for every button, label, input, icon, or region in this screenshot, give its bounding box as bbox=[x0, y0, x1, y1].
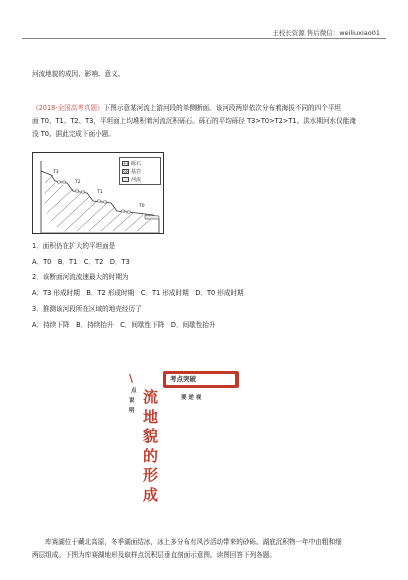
side-left-char-4: 明 bbox=[129, 408, 135, 414]
item-3-question: 3．推测该河段所在区域的地壳经历了 bbox=[32, 305, 142, 313]
bedrock-symbol-icon bbox=[122, 169, 129, 174]
title-char-6: 成 bbox=[143, 485, 159, 504]
label-t2: T2 bbox=[75, 180, 81, 185]
title-char-1: 流 bbox=[143, 388, 159, 406]
title-char-4: 的 bbox=[143, 446, 159, 465]
intro-text: 河流地貌的成因、影响、意义。 bbox=[32, 70, 125, 78]
river-symbol-icon bbox=[122, 177, 129, 182]
item-1-question: 1．面积仍在扩大的平坦面是 bbox=[32, 242, 116, 250]
item-2-options: A．T3 形成时期 B．T2 形成时期 C．T1 形成时期 D．T0 形成时期 bbox=[32, 289, 244, 297]
side-left-char-3: 说 bbox=[129, 398, 135, 404]
question-source: （2018·全国高考真题） bbox=[32, 104, 104, 112]
section-heading-graphic bbox=[125, 366, 245, 506]
legend-gravel: 砾石 bbox=[122, 159, 158, 167]
item-2-question: 2．该断面河流流速最大的时期为 bbox=[32, 273, 129, 281]
side-right-text: 要 逆 视 bbox=[181, 395, 202, 401]
label-t0: T0 bbox=[139, 204, 145, 209]
figure-legend bbox=[119, 157, 161, 185]
section-banner-label: 考点突破 bbox=[166, 374, 235, 385]
header-text: 王校长资源 售后微信：weiliuxiao01 bbox=[272, 29, 380, 37]
question-text-line3: 没 T0。据此完成下面小题。 bbox=[32, 130, 115, 138]
closing-line1: 库赛湖位于藏北高原，冬季湖面结冰，冰上多分布有风沙活动带来的砂砾。湖底沉积物一年中由粗和细 bbox=[45, 538, 342, 546]
side-left-char-2: 点 bbox=[131, 388, 137, 394]
header-rule bbox=[22, 38, 386, 39]
closing-paragraph bbox=[32, 536, 376, 562]
title-char-2: 地 bbox=[143, 407, 159, 426]
side-left-char-1: \ bbox=[129, 372, 134, 385]
label-t1: T1 bbox=[97, 190, 103, 195]
question-text-line2: 面 T0、T1、T2、T3，平坦面上均堆积着河流沉积砾石。砾石的平均砾径 T3>T0>T2>T1。洪水期河水仅能淹 bbox=[32, 117, 356, 125]
closing-line2: 两层组成。下图为库赛湖地形及取样点沉积层垂直剖面示意图。读图回答下列各题。 bbox=[32, 551, 276, 559]
section-banner bbox=[163, 371, 239, 388]
question-text-line1: 下图示意某河流上游河段的单侧断面。该河段两岸依次分布着海拔不同的四个平坦 bbox=[103, 104, 342, 112]
section-title-vertical bbox=[143, 388, 158, 505]
question-paragraph bbox=[32, 102, 376, 141]
label-t3: T3 bbox=[53, 170, 59, 175]
title-char-3: 貌 bbox=[143, 427, 159, 445]
cross-section-figure bbox=[32, 152, 164, 234]
item-3-options: A．持续下降 B．持续抬升 C．间歇性下降 D．间歇性抬升 bbox=[32, 321, 216, 329]
gravel-symbol-icon bbox=[122, 161, 129, 166]
item-1-options: A．T0 B．T1 C．T2 D．T3 bbox=[32, 258, 130, 266]
legend-river: 河流 bbox=[122, 175, 158, 183]
title-char-5: 形 bbox=[143, 466, 159, 484]
legend-bedrock: 基岩 bbox=[122, 167, 158, 175]
